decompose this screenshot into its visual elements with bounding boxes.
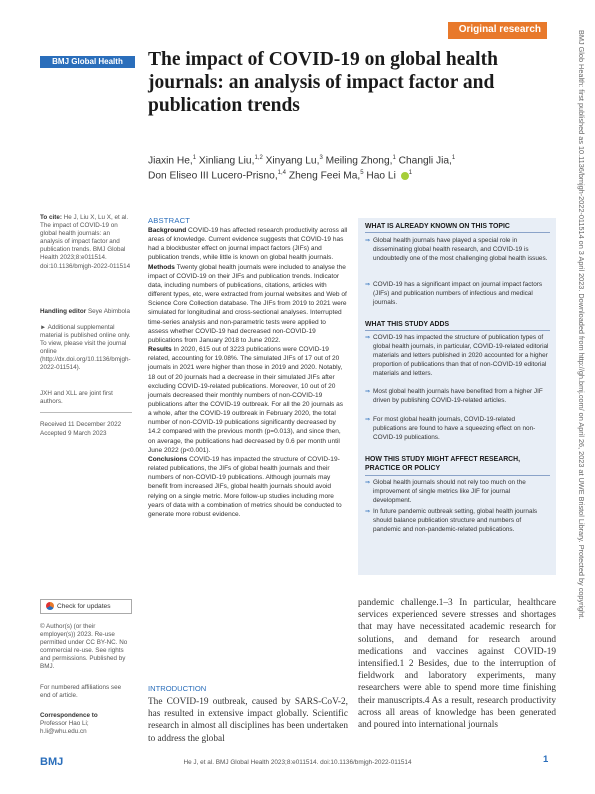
key-point: ⇒ In future pandemic outbreak setting, global health journals should balance publication structure and numbers of pandemic and non-pandemic-related publications. — [365, 508, 538, 533]
crossmark-icon — [46, 602, 54, 610]
intro-left-column: The COVID-19 outbreak, caused by SARS-CoV-2, has resulted in extensive impact globally. Scientific research in almost all disciplines has been undertaken to address the global — [148, 697, 348, 744]
abstract-background: COVID-19 has affected research productivity across all areas of knowledge. Current evidence suggests that COVID-19 has had a blockbuster effect on journal impact factors (JIFs) and publication trends, while little is known on global health journals. — [148, 227, 348, 262]
key-point: ⇒ Global health journals should not rely too much on the improvement of single metrics like JIF for journal development. — [365, 479, 526, 504]
author[interactable]: Meiling Zhong, — [325, 155, 393, 167]
author[interactable]: Don Eliseo III Lucero-Prisno, — [148, 170, 278, 182]
journal-badge: BMJ Global Health — [40, 56, 135, 68]
author[interactable]: Zheng Feei Ma, — [288, 170, 361, 182]
author[interactable]: Changli Jia, — [398, 155, 452, 167]
author-list: Jiaxin He,$^1$ Xinliang Liu,$^{1,2}$ Xinyang Lu,$^3$ Meiling Zhong,$^1$ Changli Jia,$^1$ Don Eliseo III Lucero-Prisno,$^{1,4}$ Zheng Feei Ma,$^5$ Hao Li $^1$ — [148, 155, 456, 182]
page-number: 1 — [543, 754, 549, 765]
abstract-conclusions: COVID-19 has impacted the structure of COVID-19-related publications, the JIFs of global health journals and their numbers of non-COVID-19 publications. Although journals may benefit from increased JIFs, global health journals should avoid relying on a single metric. More follow-up studies including more years of data with a combination of metrics should be conducted to generate more robust evidence. — [148, 455, 342, 518]
affiliations-note: For numbered affiliations see end of article. — [40, 684, 122, 700]
supplemental-note[interactable]: ► Additional supplemental material is published online only. To view, please visit the journal online (http://dx.doi.org/10.1136/bmjgh-2022-011514). — [40, 324, 131, 372]
intro-right-column: pandemic challenge.1–3 In particular, healthcare services experienced severe stresses and shortages that may have necessitated academic research for solutions, and demand for research around medications and vaccines against COVID-19 intensified.1 2 Besides, due to the interruption of fieldwork and laboratory experiments, many researchers were able to spend more time finishing their manuscripts.4 As a result, research productivity across all areas of knowledge has been generated and poured into international journals — [358, 598, 556, 731]
abstract-body: Background COVID-19 has affected research productivity across all areas of knowledge. Current evidence suggests that COVID-19 has had a blockbuster effect on journal impact factors (JIFs) and publication trends, while little is known on global health journals. Methods Twenty global health journals were included to analyse the impact of COVID-19 on their JIFs and publication trends. Indicator data, including numbers of publications, citations, articles with different types, etc, were extracted from journal websites and Web of Science Core Collection database. The JIFs from 2019 to 2021 were simulated for longitudinal and cross-sectional analyses. Interrupted time-series analysis and non-parametric tests were applied to assess whether COVID-19 had decreased non-COVID-19 publications from January 2018 to June 2022. Results In 2020, 615 out of 3223 publications were COVID-19 related, accounting for 19.08%. The simulated JIFs of 17 out of 20 journals in 2021 were higher than those in 2019 and 2020. Notably, 18 out of 20 journals had a decrease in their simulated JIFs after excluding COVID-19-related publications. Moreover, 10 out of 20 journals decreased their monthly numbers of non-COVID-19 publications after the COVID-19 outbreak. For all the 20 journals as a whole, after the COVID-19 outbreak in February 2020, the total number of non-COVID-19 publications significantly decreased by 14.2 compared with the previous month (p=0.013), and since then, on average, the publications had decreased by 0.6 per month until June 2022 (p<0.001). Conclusions COVID-19 has impacted the structure of COVID-19-related publications, the JIFs of global health journals and their numbers of non-COVID-19 publications. Although journals may benefit from increased JIFs, global health journals should avoid relying on a single metric. More follow-up studies including more years of data with a combination of metrics should be conducted to generate more robust evidence. — [148, 227, 348, 518]
author[interactable]: Xinyang Lu, — [265, 155, 320, 167]
received-date: Received 11 December 2022 — [40, 421, 122, 428]
abstract-methods: Twenty global health journals were included to analyse the impact of COVID-19 on their JIFs and publication trends. Indicator data, including numbers of publications, citations, articles with different types, etc, were extracted from journal websites and Web of Science Core Collection database. The JIFs from 2019 to 2021 were simulated for longitudinal and cross-sectional analyses. Interrupted time-series analysis and non-parametric tests were applied to assess whether COVID-19 had decreased non-COVID-19 publications from January 2018 to June 2022. — [148, 263, 347, 344]
article-type-tab: Original research — [448, 22, 547, 38]
adds-heading: WHAT THIS STUDY ADDS — [365, 321, 450, 328]
correspondence-email[interactable]: h.li@whu.edu.cn — [40, 728, 87, 736]
accepted-date: Accepted 9 March 2023 — [40, 430, 107, 437]
author[interactable]: Hao Li — [366, 170, 396, 182]
sidebar-divider — [40, 412, 132, 413]
check-for-updates-button[interactable]: Check for updates — [40, 599, 132, 614]
author[interactable]: Xinliang Liu, — [198, 155, 255, 167]
handling-editor: Handling editor Seye Abimbola — [40, 308, 130, 315]
affect-heading: HOW THIS STUDY MIGHT AFFECT RESEARCH, PRACTICE OR POLICY — [365, 456, 521, 472]
header-rule — [448, 38, 547, 39]
correspondence: Correspondence to Professor Hao Li; h.li@whu.edu.cn — [40, 712, 132, 736]
known-heading: WHAT IS ALREADY KNOWN ON THIS TOPIC — [365, 223, 510, 230]
abstract-heading: ABSTRACT — [148, 216, 191, 225]
cite-block: To cite: He J, Liu X, Lu X, et al. The impact of COVID-19 on global health journals: an analysis of impact factor and publication trends. BMJ Global Health 2023;8:e011514. doi:10.1136/bmjgh-2022-011514 — [40, 214, 131, 270]
joint-first-note: JXH and XLL are joint first authors. — [40, 390, 113, 406]
paper-title: The impact of COVID-19 on global health journals: an analysis of impact factor and publication trends — [148, 49, 498, 116]
key-point: ⇒ COVID-19 has impacted the structure of publication types of global health journals, in particular, COVID-19-related editorial materials and letters published in 2020 accounted for a higher proportion of publications than that of non-COVID-19 editorial materials and letters. — [365, 334, 549, 377]
introduction-heading: INTRODUCTION — [148, 684, 207, 693]
key-point: ⇒ Global health journals have played a special role in disseminating global health research, and COVID-19 is undoubtedly one of the most challenging global health issues. — [365, 237, 548, 262]
footer-citation: He J, et al. BMJ Global Health 2023;8:e011514. doi:10.1136/bmjgh-2022-011514 — [183, 759, 412, 766]
author[interactable]: Jiaxin He, — [148, 155, 193, 167]
orcid-icon[interactable] — [401, 172, 409, 180]
cite-text: He J, Liu X, Lu X, et al. The impact of COVID-19 on global health journals: an analysis of impact factor and publication trends. BMJ Global Health 2023;8:e011514. doi:10.1136/bmjgh-2022-011514 — [40, 214, 131, 270]
key-point: ⇒ For most global health journals, COVID-19-related publications are found to have a squeezing effect on non-COVID-19 publications. — [365, 416, 536, 441]
copyright-note: © Author(s) (or their employer(s)) 2023. Re-use permitted under CC BY-NC. No commercial re-use. See rights and permissions. Published by BMJ. — [40, 623, 128, 671]
key-point: ⇒ Most global health journals have benefited from a higher JIF driven by publishing COVID-19-related articles. — [365, 388, 543, 404]
abstract-results: In 2020, 615 out of 3223 publications were COVID-19 related, accounting for 19.08%. The simulated JIFs of 17 out of 20 journals in 2021 were higher than those in 2019 and 2020. Notably, 18 out of 20 journals had a decrease in their simulated JIFs after excluding COVID-19-related publications. Moreover, 10 out of 20 journals decreased their monthly numbers of non-COVID-19 publications after the COVID-19 outbreak. For all the 20 journals as a whole, after the COVID-19 outbreak in February 2020, the total number of non-COVID-19 publications significantly decreased by 14.2 compared with the previous month (p=0.013), and since then, on average, the publications had decreased by 0.6 per month until June 2022 (p<0.001). — [148, 346, 344, 454]
key-point: ⇒ COVID-19 has a significant impact on journal impact factors (JIFs) and publication numbers of infectious and medical journals. — [365, 281, 543, 306]
download-note: BMJ Glob Health: first published as 10.1136/bmjgh-2022-011514 on 3 April 2023. Downloaded from http://gh.bmj.com/ on April 26, 2023 at UWE Bristol Library. Protected by copyright. — [577, 30, 586, 620]
bmj-logo: BMJ — [40, 756, 64, 768]
